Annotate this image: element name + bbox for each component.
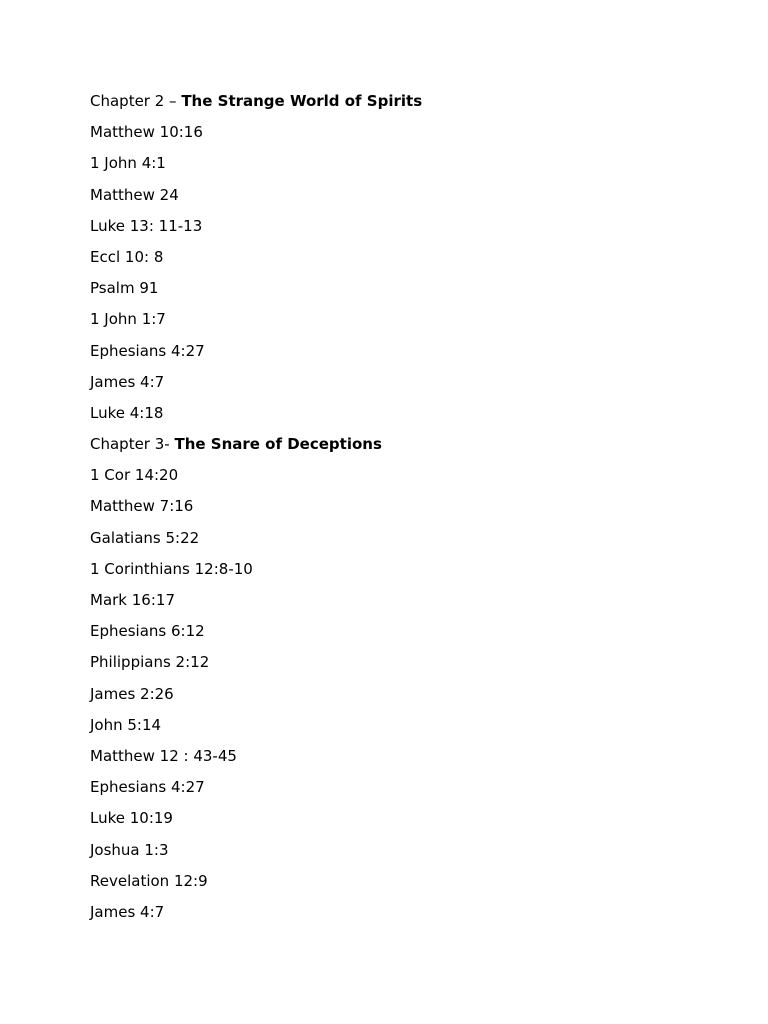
document-page [90, 90, 690, 932]
verse-reference: Matthew 7:16 [90, 497, 194, 516]
verse-reference: Luke 4:18 [90, 403, 164, 422]
verse-reference: Philippians 2:12 [90, 653, 210, 672]
verse-reference: Matthew 12 : 43-45 [90, 746, 237, 765]
verse-reference: Ephesians 4:27 [90, 341, 205, 360]
verse-reference: James 2:26 [90, 684, 174, 703]
verse-reference: James 4:7 [90, 372, 165, 391]
verse-reference: Luke 10:19 [90, 809, 173, 828]
verse-reference: James 4:7 [90, 902, 165, 921]
chapter-heading [90, 90, 690, 121]
verse-reference: 1 Cor 14:20 [90, 466, 179, 485]
verse-reference: 1 John 4:1 [90, 154, 166, 173]
verse-reference: Ephesians 6:12 [90, 622, 205, 641]
verse-reference: Joshua 1:3 [90, 840, 169, 859]
verse-reference: Psalm 91 [90, 279, 159, 298]
verse-reference: Matthew 24 [90, 185, 179, 204]
verse-reference: 1 Corinthians 12:8-10 [90, 559, 253, 578]
verse-reference: 1 John 1:7 [90, 310, 166, 329]
verse-reference: Ephesians 4:27 [90, 778, 205, 797]
verse-reference: John 5:14 [90, 715, 162, 734]
chapter-prefix: Chapter 2 – [90, 92, 182, 110]
verse-reference: Luke 13: 11-13 [90, 216, 203, 235]
verse-reference: Mark 16:17 [90, 591, 175, 609]
chapter-title: The Snare of Deceptions [174, 435, 382, 454]
verse-reference: Revelation 12:9 [90, 871, 208, 890]
chapter-heading [90, 433, 690, 464]
verse-reference: Galatians 5:22 [90, 528, 200, 547]
verse-reference: Eccl 10: 8 [90, 247, 164, 266]
verse-reference: Matthew 10:16 [90, 123, 203, 142]
chapter-title: The Strange World of Spirits [181, 92, 423, 110]
chapter-prefix: Chapter 3- [90, 435, 175, 454]
